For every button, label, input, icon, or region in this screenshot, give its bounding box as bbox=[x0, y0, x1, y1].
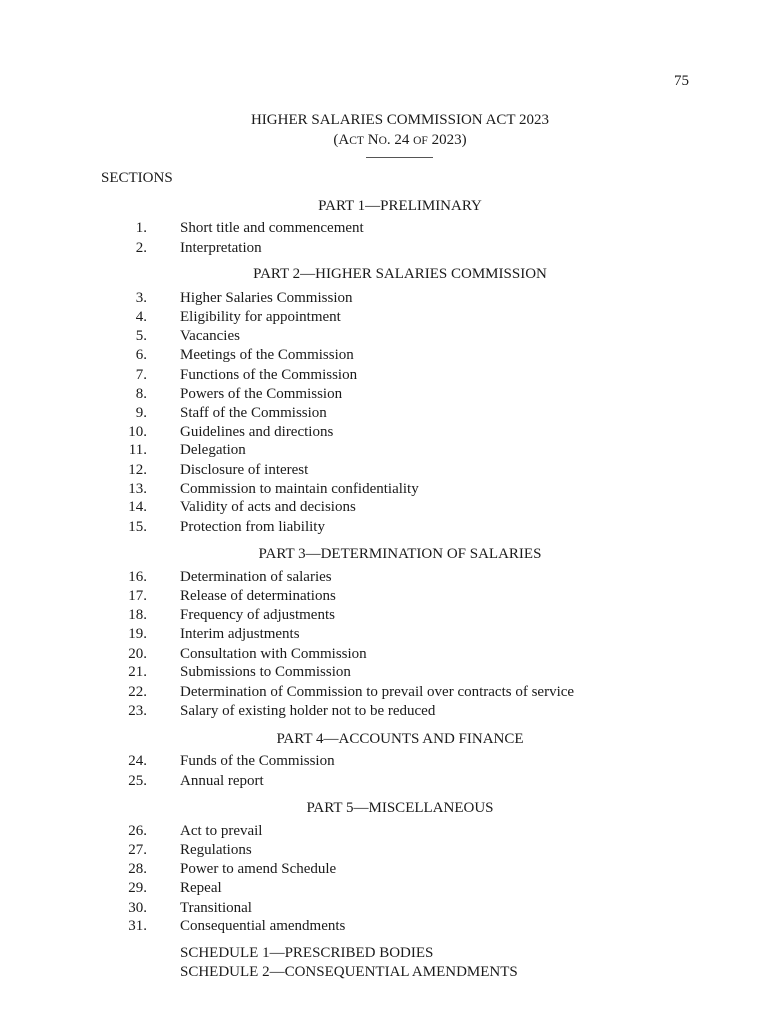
section-title: Staff of the Commission bbox=[180, 405, 327, 421]
part-heading: PART 4—ACCOUNTS AND FINANCE bbox=[276, 731, 524, 747]
subtitle-act-a: A bbox=[338, 132, 350, 148]
section-title: Commission to maintain confidentiality bbox=[180, 481, 419, 497]
section-title: Interim adjustments bbox=[180, 626, 300, 642]
section-number: 28. bbox=[128, 861, 147, 877]
section-number: 23. bbox=[128, 703, 147, 719]
section-title: Consequential amendments bbox=[180, 918, 346, 934]
section-title: Submissions to Commission bbox=[180, 664, 351, 680]
section-number: 5. bbox=[135, 328, 147, 344]
section-title: Salary of existing holder not to be reduced bbox=[180, 703, 436, 719]
schedule-entry: SCHEDULE 2—CONSEQUENTIAL AMENDMENTS bbox=[180, 964, 518, 980]
section-title: Validity of acts and decisions bbox=[180, 499, 356, 515]
section-title: Regulations bbox=[180, 842, 252, 858]
section-title: Delegation bbox=[180, 442, 246, 458]
section-title: Eligibility for appointment bbox=[180, 309, 341, 325]
part-heading: PART 3—DETERMINATION OF SALARIES bbox=[258, 546, 542, 562]
section-number: 21. bbox=[128, 664, 147, 680]
section-title: Protection from liability bbox=[180, 519, 325, 535]
section-title: Disclosure of interest bbox=[180, 462, 309, 478]
section-number: 3. bbox=[135, 290, 147, 306]
section-title: Functions of the Commission bbox=[180, 367, 358, 383]
section-title: Power to amend Schedule bbox=[180, 861, 337, 877]
section-number: 25. bbox=[128, 773, 147, 789]
section-title: Powers of the Commission bbox=[180, 386, 343, 402]
section-title: Interpretation bbox=[180, 240, 262, 256]
page-number: 75 bbox=[674, 73, 689, 89]
section-number: 12. bbox=[128, 462, 147, 478]
section-title: Transitional bbox=[180, 900, 252, 916]
section-number: 31. bbox=[128, 918, 147, 934]
subtitle-open: ( bbox=[333, 132, 339, 148]
subtitle-act-b: CT bbox=[349, 135, 364, 147]
section-number: 9. bbox=[135, 405, 147, 421]
section-number: 2. bbox=[135, 240, 147, 256]
section-title: Determination of Commission to prevail over contracts of service bbox=[180, 684, 575, 700]
section-number: 4. bbox=[135, 309, 147, 325]
part-heading: PART 1—PRELIMINARY bbox=[318, 198, 482, 214]
section-title: Frequency of adjustments bbox=[180, 607, 335, 623]
section-number: 24. bbox=[128, 753, 147, 769]
section-title: Meetings of the Commission bbox=[180, 347, 354, 363]
section-number: 26. bbox=[128, 823, 147, 839]
section-title: Guidelines and directions bbox=[180, 424, 334, 440]
subtitle-of: OF bbox=[413, 135, 428, 147]
section-number: 10. bbox=[128, 424, 147, 440]
section-number: 7. bbox=[135, 367, 147, 383]
section-title: Short title and commencement bbox=[180, 220, 364, 236]
section-number: 11. bbox=[128, 442, 147, 458]
title-rule bbox=[366, 157, 433, 158]
section-number: 13. bbox=[128, 481, 147, 497]
part-heading: PART 5—MISCELLANEOUS bbox=[306, 800, 494, 816]
section-number: 1. bbox=[135, 220, 147, 236]
section-number: 8. bbox=[135, 386, 147, 402]
act-title: HIGHER SALARIES COMMISSION ACT 2023 bbox=[250, 112, 550, 128]
section-number: 15. bbox=[128, 519, 147, 535]
section-title: Annual report bbox=[180, 773, 264, 789]
section-number: 17. bbox=[128, 588, 147, 604]
subtitle-number: . 24 bbox=[386, 132, 410, 148]
section-title: Consultation with Commission bbox=[180, 646, 367, 662]
section-title: Release of determinations bbox=[180, 588, 336, 604]
section-number: 14. bbox=[128, 499, 147, 515]
section-title: Higher Salaries Commission bbox=[180, 290, 353, 306]
section-number: 22. bbox=[128, 684, 147, 700]
part-heading: PART 2—HIGHER SALARIES COMMISSION bbox=[253, 266, 547, 282]
section-number: 19. bbox=[128, 626, 147, 642]
subtitle-no-a: N bbox=[367, 132, 379, 148]
section-number: 20. bbox=[128, 646, 147, 662]
section-title: Vacancies bbox=[180, 328, 240, 344]
section-number: 16. bbox=[128, 569, 147, 585]
section-number: 30. bbox=[128, 900, 147, 916]
section-number: 29. bbox=[128, 880, 147, 896]
section-number: 6. bbox=[135, 347, 147, 363]
schedule-entry: SCHEDULE 1—PRESCRIBED BODIES bbox=[180, 945, 434, 961]
section-number: 18. bbox=[128, 607, 147, 623]
act-subtitle bbox=[0, 130, 770, 151]
subtitle-year: 2023) bbox=[431, 132, 467, 148]
section-title: Repeal bbox=[180, 880, 222, 896]
sections-heading: SECTIONS bbox=[101, 170, 173, 186]
section-number: 27. bbox=[128, 842, 147, 858]
section-title: Funds of the Commission bbox=[180, 753, 335, 769]
subtitle-no-b: O bbox=[378, 135, 387, 147]
section-title: Determination of salaries bbox=[180, 569, 332, 585]
section-title: Act to prevail bbox=[180, 823, 263, 839]
